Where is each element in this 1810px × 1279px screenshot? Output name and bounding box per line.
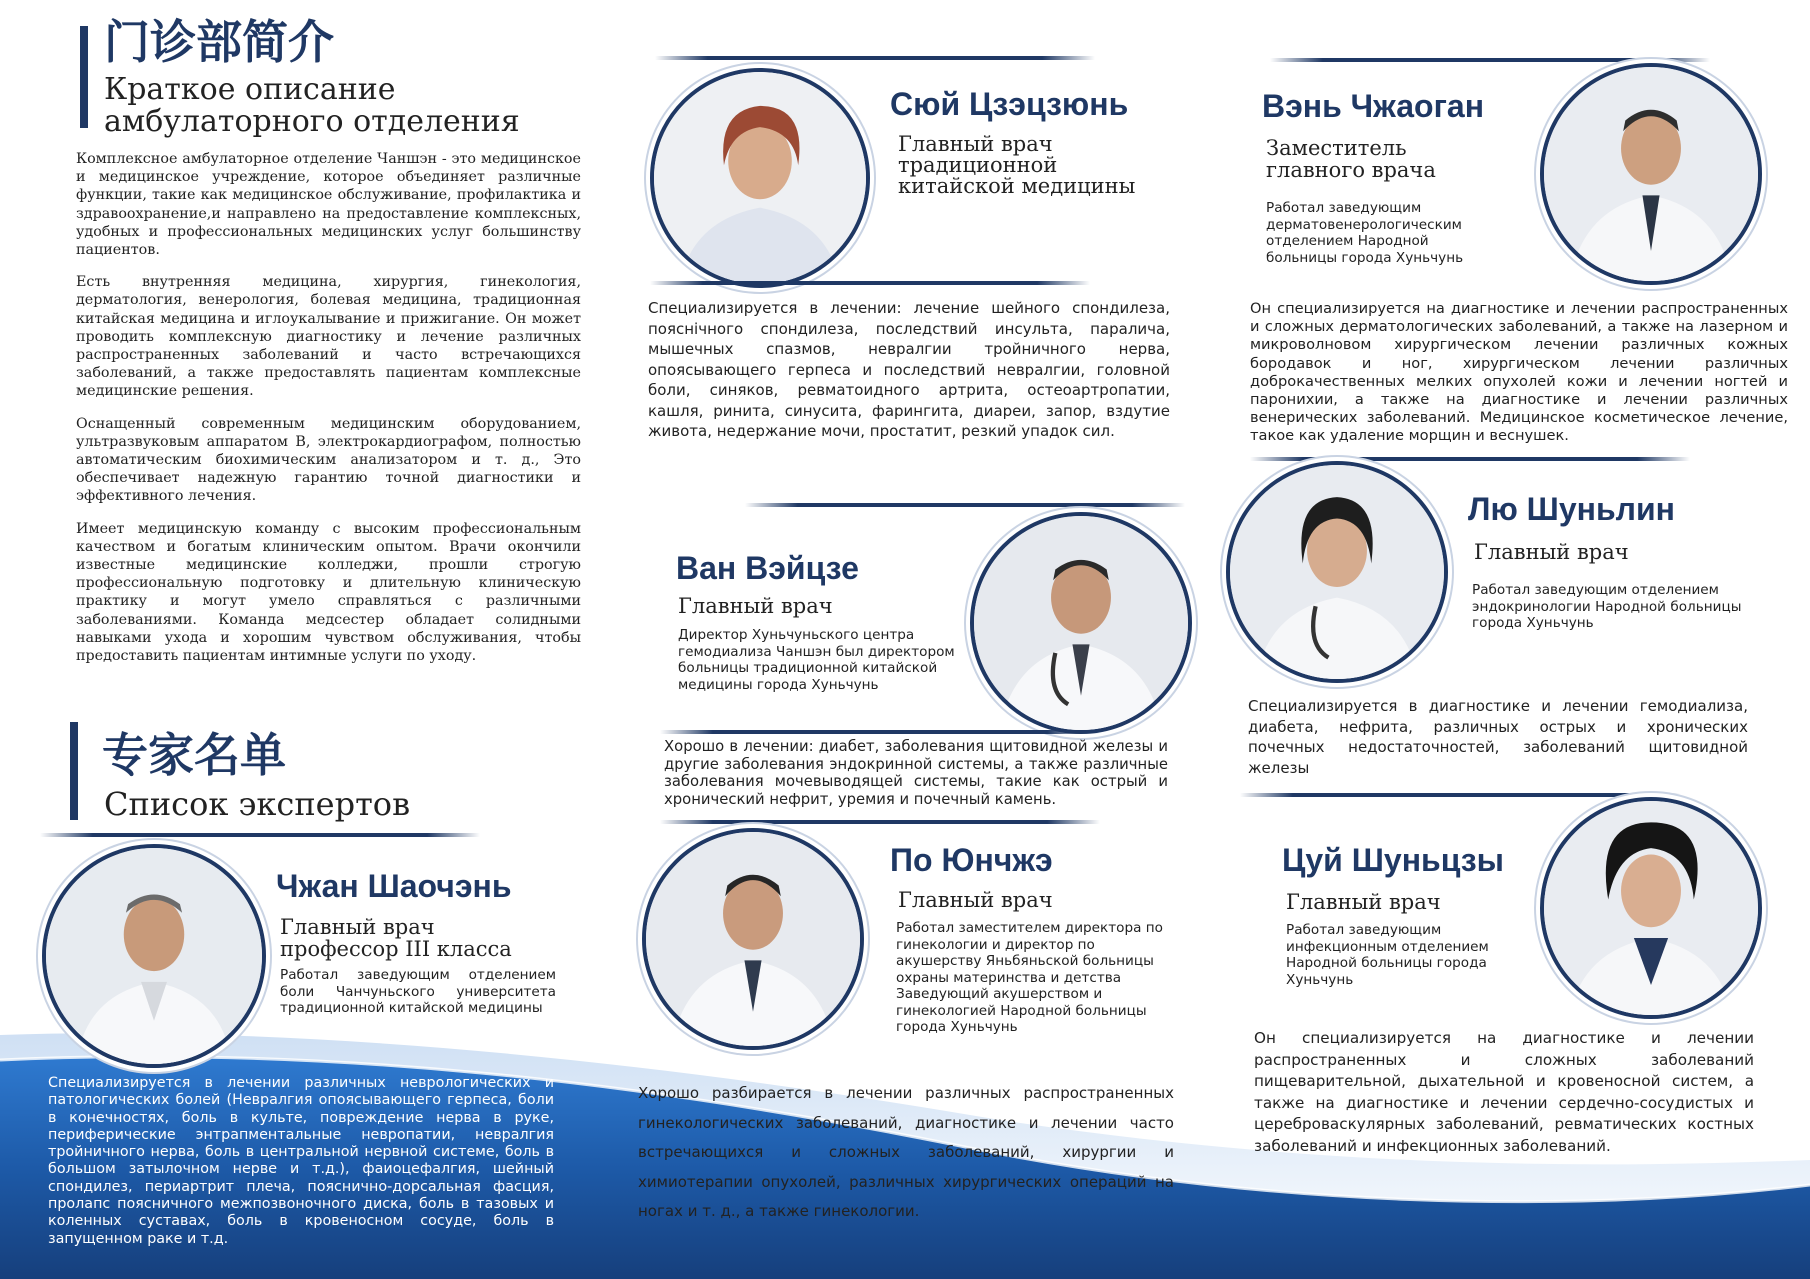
divider-zhang [40,833,480,837]
intro-title-cn: 门诊部简介 [104,15,334,69]
doctor-role-po: Главный врач [898,888,1053,912]
doctor-name-cui: Цуй Шуньцзы [1282,842,1504,878]
doctor-role-liu: Главный врач [1474,540,1629,564]
doctor-bio-wang: Директор Хуньчуньского центра гемодиализа Чаншэн был директором больницы традиционной китайской медицины города Хуньчунь [678,627,955,693]
doctor-name-wang: Ван Вэйцзе [676,550,859,586]
intro-paragraph: Имеет медицинскую команду с высоким профессиональным качеством и богатым клиническим опытом. Врачи окончили известные медицинские колледжи, прошли строгую профессиональную подготовку и длительную клиническую практику и могут умело справляться с различными заболеваниями. Команда медсестер обладает солидными навыками ухода и хорошим чувством обслуживания, чтобы предоставить пациентам интимные услуги по уходу. [76,520,581,665]
doctor-photo-cui [1540,797,1762,1019]
doctor-bio-po: Работал заместителем директора по гинекологии и директор по акушерству Яньбяньской больницы охраны материнства и детства Заведующий акушерством и гинекологией Народной больницы города Хуньчунь [896,920,1163,1035]
divider-po [660,820,1100,824]
divider-cui [1240,793,1680,797]
doctor-role-xu: традиционной [898,153,1058,177]
doctor-photo-po [642,828,864,1050]
divider-xu [655,56,1095,60]
doctor-role-wang: Главный врач [678,594,833,618]
doctor-name-po: По Юнчжэ [890,842,1053,878]
doctor-photo-wang [970,512,1192,734]
doctor-bio-zhang: Работал заведующим отделением боли Чанчуньского университета традиционной китайской медицины [280,967,556,1016]
doctor-spec-liu: Специализируется в диагностике и лечении гемодиализа, диабета, нефрита, различных острых и хронических почечных недостаточностей, заболеваний щитовидной железы [1248,697,1748,777]
intro-title-bar [80,26,88,128]
doctor-name-wen: Вэнь Чжаоган [1262,88,1485,124]
divider-wang-bottom [660,730,1100,734]
intro-paragraph: Комплексное амбулаторное отделение Чаншэн - это медицинское и медицинское учреждение, которое объединяет различные функции, такие как медицинское обслуживание, профилактика и здравоохранение,и направлено на предоставление комплексных, удобных и профессиональных медицинских услуг большинству пациентов. [76,151,581,259]
doctor-bio-liu: Работал заведующим отделением эндокринологии Народной больницы города Хуньчунь [1472,582,1742,631]
doctor-role-wen: Заместитель [1266,136,1407,160]
intro-paragraph: Оснащенный современным медицинским оборудованием, ультразвуковым аппаратом B, электрокардиографом, полностью автоматическим биохимическим анализатором и т. д., Это обеспечивает надежную гарантию точной диагностики и эффективного лечения. [76,415,581,505]
doctor-bio-cui: Работал заведующим инфекционным отделением Народной больницы города Хуньчунь [1286,922,1489,988]
doctor-spec-xu: Специализируется в лечении: лечение шейного спондилеза, пояснічного спондилеза, последствий инсульта, паралича, мышечных спазмов, невралгии тройничного нерва, опоясывающего герпеса и последствий невралгии, головной боли, синяков, ревматоидного артрита, остеоартропатии, кашля, ринита, синусита, фарингита, диареи, запор, вздутие живота, недержание мочи, простатит, резкий упадок сил. [648,299,1170,440]
intro-paragraph: Есть внутренняя медицина, хирургия, гинекология, дерматология, венерология, болевая медицина, традиционная китайская медицина и иглоукалывание и прижигание. Он может проводить комплексную диагностику и лечение различных распространенных заболеваний и часто встречающихся заболеваний, а также предоставлять пациентам комплексные медицинские решения. [76,274,581,400]
doctor-role-cui: Главный врач [1286,890,1441,914]
doctor-role-zhang: профессор III класса [280,937,512,961]
intro-title-ru-line2: амбулаторного отделения [104,104,520,139]
experts-title-bar [70,722,78,820]
doctor-bio-wen: Работал заведующим дерматовенерологическим отделением Народной больницы города Хуньчунь [1266,200,1464,266]
experts-title-ru: Список экспертов [104,785,411,823]
divider-wang [745,503,1185,507]
divider-wen [1270,58,1710,62]
doctor-name-xu: Сюй Цзэцзюнь [890,86,1129,122]
divider-xu-bottom [650,281,1090,285]
doctor-spec-wen: Он специализируется на диагностике и лечении распространенных и сложных дерматологических заболеваний, а также на лазерном и микроволновом хирургическом лечении различных кожных бородавок и ног, хирургическом лечении различных доброкачественных мелких опухолей кожи и лечении ногтей и паронихии, а также на диагностике и лечении различных венерических заболеваний. Медицинское косметическое лечение, такое как удаление морщин и веснушек. [1250,300,1788,445]
doctor-spec-wang: Хорошо в лечении: диабет, заболевания щитовидной железы и другие заболевания эндокринной системы, а также различные заболевания мочевыводящей системы, такие как острый и хронический нефрит, уремия и почечный камень. [664,738,1168,808]
doctor-spec-po: Хорошо разбирается в лечении различных распространенных гинекологических заболеваний, диагностике и лечении часто встречающихся и сложных заболеваний, хирургии и химиотерапии опухолей, различных хирургических операций на ногах и т. д., а также гинекологии. [638,1084,1174,1220]
doctor-role-zhang: Главный врач [280,915,435,939]
doctor-photo-zhang [42,844,266,1068]
doctor-role-xu: Главный врач [898,132,1053,156]
intro-title-ru-line1: Краткое описание [104,72,396,107]
doctor-photo-liu [1226,461,1448,683]
doctor-role-wen: главного врача [1266,158,1436,182]
doctor-photo-xu [650,68,870,288]
doctor-photo-wen [1540,63,1762,285]
doctor-name-liu: Лю Шуньлин [1468,491,1675,527]
divider-liu [1250,457,1690,461]
intro-text [76,150,581,679]
doctor-spec-cui: Он специализируется на диагностике и лечении распространенных и сложных заболеваний пищеварительной, дыхательной и кровеносной систем, а также на диагностике и лечении сердечно-сосудистых и цереброваскулярных заболеваний, ревматических костных заболеваний и инфекционных заболеваний. [1254,1029,1754,1155]
doctor-role-xu: китайской медицины [898,174,1136,198]
experts-title-cn: 专家名单 [102,728,286,782]
doctor-spec-zhang: Специализируется в лечении различных неврологических и патологических болей (Невралгия опоясывающего герпеса, боли в конечностях, боль в культе, повреждение нерва в руке, периферические энтрапментальные невропатии, невралгия тройничного нерва, боль в центральной нервной системе, боль в большом затылочном нерве и т.д.), фаиоцефалгия, шейный спондилез, периартрит плеча, пояснично-дорсальная фасция, пролапс поясничного межпозвоночного диска, боль в тазовых и коленных суставах, боль в кровеносном сосуде, боль в запущенном раке и т.д. [48,1075,554,1247]
doctor-name-zhang: Чжан Шаочэнь [276,868,512,904]
